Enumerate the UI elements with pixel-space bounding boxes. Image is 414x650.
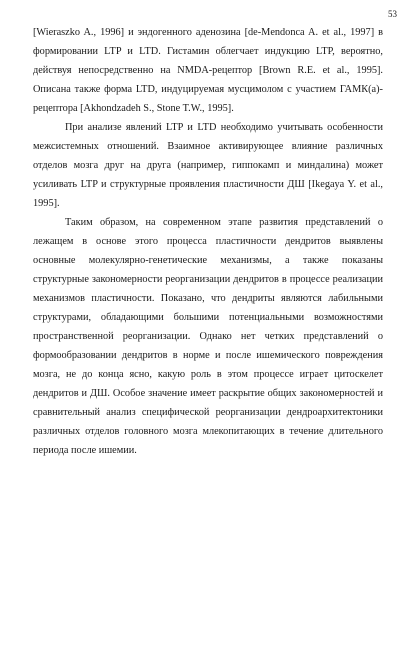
- paragraph-continuation: [Wieraszko A., 1996] и эндогенного аденозина [de-Mendonca A. et al., 1997] в формировании LTP и LTD. Гистамин облегчает индукцию LTP, вероятно, действуя непосредственно на NMDA-рецептор [Brown R.E. et al., 1995]. Описана также форма LTD, индуцируемая мусцимолом с участием ГАМК(а)-рецептора [Akhondzadeh S., Stone T.W., 1995].: [33, 27, 383, 114]
- paragraph-conclusion: Таким образом, на современном этапе развития представлений о лежащем в основе этого процесса пластичности дендритов выявлены основные молекулярно-генетические механизмы, а также показаны структурные закономерности реорганизации дендритов в процессе реализации механизмов пластичности. Показано, что дендриты являются лабильными структурами, обладающими большими потенциальными возможностями пространственной реорганизации. Однако нет четких представлений о формообразовании дендритов в норме и после ишемического повреждения мозга, не до конца ясно, какую роль в этом процессе играет цитоскелет дендритов и ДШ. Особое значение имеет раскрытие общих закономерностей и сравнительный анализ специфической реорганизации дендроархитектоники различных отделов головного мозга млекопитающих в течение длительного периода после ишемии.: [33, 217, 383, 456]
- page-number: 53: [388, 9, 397, 19]
- page-body: [33, 23, 383, 460]
- paragraph-ltp-ltd-analysis: При анализе явлений LTP и LTD необходимо учитывать особенности межсистемных отношений. Взаимное активирующее влияние различных отделов мозга друг на друга (например, гиппокамп и миндалина) может усиливать LTP и структурные проявления пластичности ДШ [Ikegaya Y. et al., 1995].: [33, 122, 383, 209]
